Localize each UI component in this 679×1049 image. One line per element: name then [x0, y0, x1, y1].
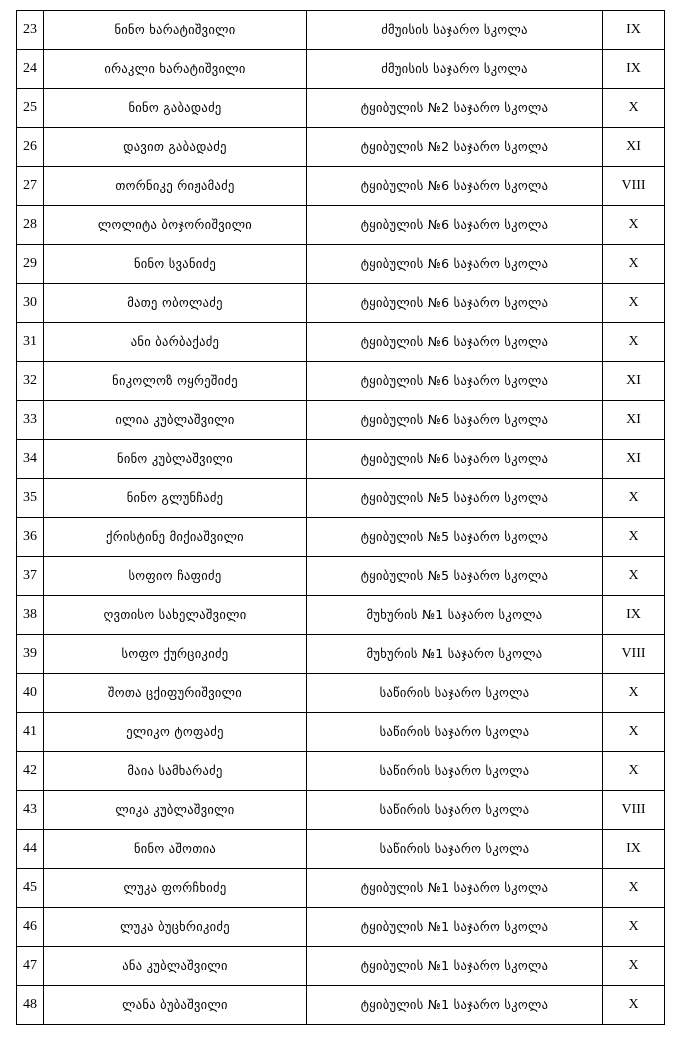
table-row: [17, 167, 665, 206]
table-row: [17, 947, 665, 986]
student-name-cell: ანი ბარბაქაძე: [44, 323, 307, 362]
grade-cell: IX: [603, 11, 665, 50]
row-number-cell: 35: [17, 479, 44, 518]
school-name-cell: საწირის საჯარო სკოლა: [307, 674, 603, 713]
table-row: [17, 635, 665, 674]
student-name-cell: ლიკა კუბლაშვილი: [44, 791, 307, 830]
student-name-cell: ღვთისო სახელაშვილი: [44, 596, 307, 635]
school-name-cell: ტყიბულის №5 საჯარო სკოლა: [307, 479, 603, 518]
student-name-cell: ნინო კუბლაშვილი: [44, 440, 307, 479]
school-name-cell: ტყიბულის №1 საჯარო სკოლა: [307, 947, 603, 986]
student-name-cell: ნინო გლუნჩაძე: [44, 479, 307, 518]
student-name-cell: შოთა ცქიფურიშვილი: [44, 674, 307, 713]
school-name-cell: ტყიბულის №2 საჯარო სკოლა: [307, 128, 603, 167]
student-name-cell: ილია კუბლაშვილი: [44, 401, 307, 440]
grade-cell: X: [603, 89, 665, 128]
school-name-cell: ტყიბულის №5 საჯარო სკოლა: [307, 557, 603, 596]
student-name-cell: ნინო ხარატიშვილი: [44, 11, 307, 50]
school-name-cell: ტყიბულის №6 საჯარო სკოლა: [307, 401, 603, 440]
school-name-cell: ძმუისის საჯარო სკოლა: [307, 50, 603, 89]
school-name-cell: ტყიბულის №6 საჯარო სკოლა: [307, 284, 603, 323]
table-row: [17, 50, 665, 89]
table-row: [17, 89, 665, 128]
row-number-cell: 37: [17, 557, 44, 596]
row-number-cell: 36: [17, 518, 44, 557]
table-row: [17, 128, 665, 167]
student-name-cell: მაია სამხარაძე: [44, 752, 307, 791]
grade-cell: XI: [603, 362, 665, 401]
table-row: [17, 323, 665, 362]
school-name-cell: ტყიბულის №6 საჯარო სკოლა: [307, 245, 603, 284]
table-row: [17, 362, 665, 401]
table-row: [17, 713, 665, 752]
row-number-cell: 26: [17, 128, 44, 167]
row-number-cell: 48: [17, 986, 44, 1025]
table-row: [17, 908, 665, 947]
row-number-cell: 47: [17, 947, 44, 986]
school-name-cell: მუხურის №1 საჯარო სკოლა: [307, 635, 603, 674]
student-name-cell: ქრისტინე მიქიაშვილი: [44, 518, 307, 557]
grade-cell: X: [603, 245, 665, 284]
student-name-cell: მათე ობოლაძე: [44, 284, 307, 323]
student-name-cell: ნინო გაბადაძე: [44, 89, 307, 128]
student-name-cell: ანა კუბლაშვილი: [44, 947, 307, 986]
student-name-cell: ლანა ბუბაშვილი: [44, 986, 307, 1025]
school-name-cell: ტყიბულის №6 საჯარო სკოლა: [307, 440, 603, 479]
grade-cell: VIII: [603, 635, 665, 674]
grade-cell: X: [603, 518, 665, 557]
student-name-cell: ელიკო ტოფაძე: [44, 713, 307, 752]
student-name-cell: ნინო სვანიძე: [44, 245, 307, 284]
row-number-cell: 43: [17, 791, 44, 830]
grade-cell: X: [603, 908, 665, 947]
table-row: [17, 245, 665, 284]
grade-cell: X: [603, 674, 665, 713]
row-number-cell: 40: [17, 674, 44, 713]
row-number-cell: 25: [17, 89, 44, 128]
row-number-cell: 34: [17, 440, 44, 479]
student-name-cell: ნინო აშოთია: [44, 830, 307, 869]
table-row: [17, 557, 665, 596]
grade-cell: X: [603, 284, 665, 323]
row-number-cell: 31: [17, 323, 44, 362]
school-name-cell: ტყიბულის №6 საჯარო სკოლა: [307, 206, 603, 245]
grade-cell: X: [603, 206, 665, 245]
row-number-cell: 45: [17, 869, 44, 908]
school-name-cell: ტყიბულის №2 საჯარო სკოლა: [307, 89, 603, 128]
row-number-cell: 42: [17, 752, 44, 791]
grade-cell: IX: [603, 50, 665, 89]
participants-table-body: [17, 11, 665, 1025]
grade-cell: XI: [603, 128, 665, 167]
grade-cell: X: [603, 869, 665, 908]
table-row: [17, 791, 665, 830]
grade-cell: XI: [603, 440, 665, 479]
student-name-cell: ლუკა ფორჩხიძე: [44, 869, 307, 908]
student-name-cell: ლუკა ბუცხრიკიძე: [44, 908, 307, 947]
student-name-cell: დავით გაბადაძე: [44, 128, 307, 167]
table-row: [17, 479, 665, 518]
grade-cell: X: [603, 557, 665, 596]
grade-cell: X: [603, 323, 665, 362]
row-number-cell: 23: [17, 11, 44, 50]
school-name-cell: ტყიბულის №5 საჯარო სკოლა: [307, 518, 603, 557]
school-name-cell: ძმუისის საჯარო სკოლა: [307, 11, 603, 50]
row-number-cell: 28: [17, 206, 44, 245]
school-name-cell: ტყიბულის №1 საჯარო სკოლა: [307, 869, 603, 908]
grade-cell: X: [603, 713, 665, 752]
participants-table: [16, 10, 665, 1025]
table-row: [17, 986, 665, 1025]
table-row: [17, 674, 665, 713]
table-row: [17, 518, 665, 557]
grade-cell: IX: [603, 830, 665, 869]
row-number-cell: 33: [17, 401, 44, 440]
row-number-cell: 39: [17, 635, 44, 674]
row-number-cell: 46: [17, 908, 44, 947]
row-number-cell: 38: [17, 596, 44, 635]
school-name-cell: მუხურის №1 საჯარო სკოლა: [307, 596, 603, 635]
grade-cell: X: [603, 986, 665, 1025]
student-name-cell: ლოლიტა ბოჯორიშვილი: [44, 206, 307, 245]
student-name-cell: სოფო ქურციკიძე: [44, 635, 307, 674]
student-name-cell: სოფიო ჩაფიძე: [44, 557, 307, 596]
school-name-cell: საწირის საჯარო სკოლა: [307, 791, 603, 830]
school-name-cell: ტყიბულის №1 საჯარო სკოლა: [307, 986, 603, 1025]
table-row: [17, 440, 665, 479]
grade-cell: X: [603, 752, 665, 791]
row-number-cell: 29: [17, 245, 44, 284]
grade-cell: X: [603, 479, 665, 518]
school-name-cell: ტყიბულის №6 საჯარო სკოლა: [307, 362, 603, 401]
school-name-cell: საწირის საჯარო სკოლა: [307, 752, 603, 791]
school-name-cell: საწირის საჯარო სკოლა: [307, 830, 603, 869]
table-row: [17, 284, 665, 323]
table-row: [17, 596, 665, 635]
table-row: [17, 11, 665, 50]
table-row: [17, 401, 665, 440]
school-name-cell: ტყიბულის №6 საჯარო სკოლა: [307, 323, 603, 362]
grade-cell: IX: [603, 596, 665, 635]
row-number-cell: 24: [17, 50, 44, 89]
grade-cell: VIII: [603, 167, 665, 206]
grade-cell: XI: [603, 401, 665, 440]
school-name-cell: ტყიბულის №6 საჯარო სკოლა: [307, 167, 603, 206]
student-name-cell: ირაკლი ხარატიშვილი: [44, 50, 307, 89]
table-row: [17, 830, 665, 869]
row-number-cell: 30: [17, 284, 44, 323]
row-number-cell: 41: [17, 713, 44, 752]
row-number-cell: 44: [17, 830, 44, 869]
school-name-cell: საწირის საჯარო სკოლა: [307, 713, 603, 752]
table-row: [17, 752, 665, 791]
table-row: [17, 206, 665, 245]
student-name-cell: ნიკოლოზ ოყრეშიძე: [44, 362, 307, 401]
school-name-cell: ტყიბულის №1 საჯარო სკოლა: [307, 908, 603, 947]
row-number-cell: 27: [17, 167, 44, 206]
row-number-cell: 32: [17, 362, 44, 401]
grade-cell: VIII: [603, 791, 665, 830]
student-name-cell: თორნიკე რიჟამაძე: [44, 167, 307, 206]
grade-cell: X: [603, 947, 665, 986]
table-row: [17, 869, 665, 908]
